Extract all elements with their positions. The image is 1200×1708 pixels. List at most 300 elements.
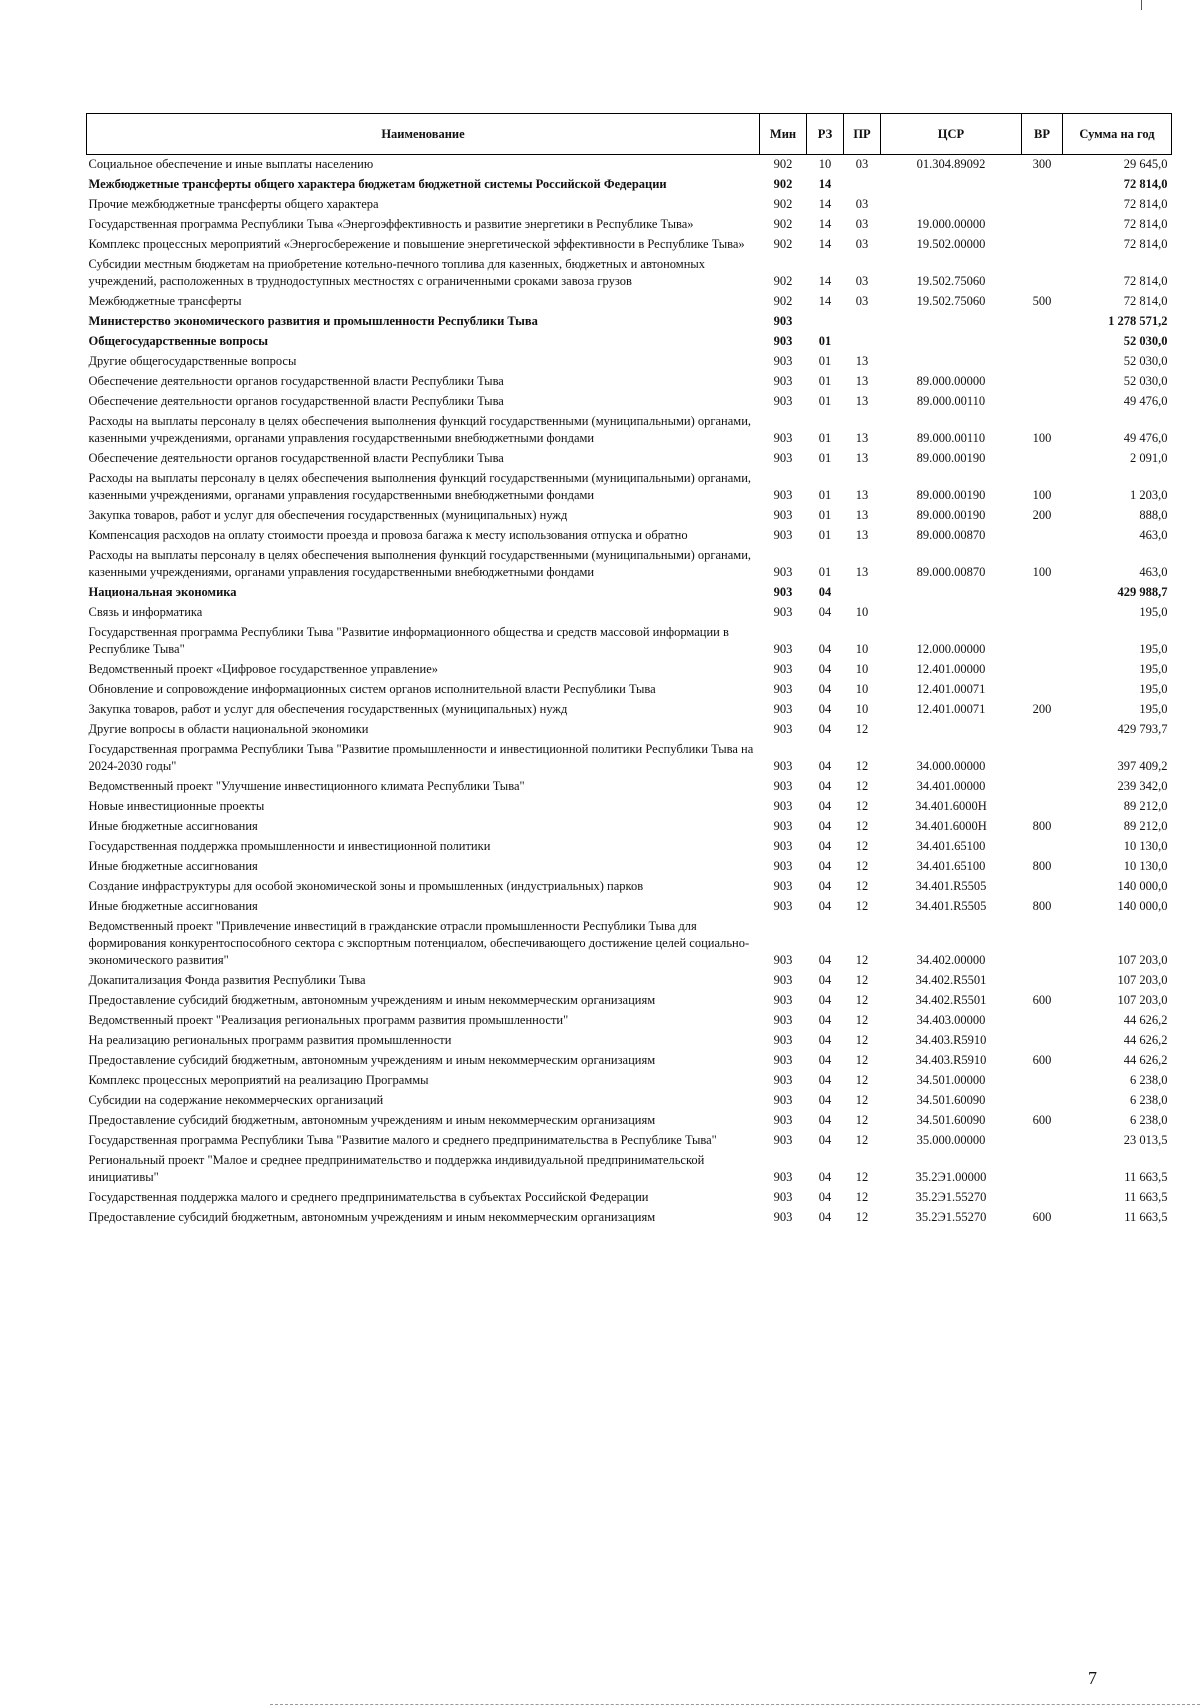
- cell-min: 903: [773, 451, 793, 465]
- cell-pr: 10: [855, 702, 869, 716]
- cell-min: 903: [773, 1190, 793, 1204]
- table-row: [87, 449, 1172, 469]
- cell-csr: [881, 583, 1022, 603]
- cell-min: 902: [773, 177, 793, 191]
- cell-csr: 89.000.00870: [916, 528, 986, 542]
- cell-csr: 34.501.00000: [916, 1073, 986, 1087]
- cell-rz: 01: [818, 565, 832, 579]
- table-row: [87, 877, 1172, 897]
- cell-min: 902: [773, 157, 793, 171]
- cell-vr: 100: [1032, 431, 1052, 445]
- cell-name: Создание инфраструктуры для особой экономической зоны и промышленных (индустриальных) парков: [88, 879, 644, 893]
- cell-pr: 12: [855, 879, 869, 893]
- cell-rz: 04: [818, 1033, 832, 1047]
- cell-min: 903: [773, 779, 793, 793]
- cell-name: Предоставление субсидий бюджетным, автономным учреждениям и иным некоммерческим организациям: [88, 1113, 656, 1127]
- cell-vr: [1022, 526, 1063, 546]
- cell-csr: [881, 175, 1022, 195]
- cell-csr: 35.2Э1.00000: [915, 1170, 987, 1184]
- cell-vr: 600: [1032, 1053, 1052, 1067]
- cell-csr: 34.401.00000: [916, 779, 986, 793]
- cell-pr: 13: [855, 565, 869, 579]
- table-row: [87, 1151, 1172, 1188]
- table-row: [87, 583, 1172, 603]
- cell-min: 903: [773, 879, 793, 893]
- cell-sum: 72 814,0: [1123, 217, 1168, 231]
- cell-name: Новые инвестиционные проекты: [88, 799, 265, 813]
- cell-csr: 89.000.00190: [916, 451, 986, 465]
- cell-sum: 10 130,0: [1123, 839, 1168, 853]
- cell-sum: 23 013,5: [1123, 1133, 1168, 1147]
- cell-rz: 04: [818, 605, 832, 619]
- cell-csr: [881, 312, 1022, 332]
- cell-min: 903: [773, 722, 793, 736]
- table-row: [87, 897, 1172, 917]
- cell-rz: 10: [818, 157, 832, 171]
- cell-min: 903: [773, 859, 793, 873]
- cell-pr: 03: [855, 274, 869, 288]
- cell-pr: 12: [855, 1033, 869, 1047]
- table-row: [87, 817, 1172, 837]
- cell-pr: 13: [855, 374, 869, 388]
- cell-vr: [1022, 837, 1063, 857]
- table-row: [87, 660, 1172, 680]
- table-row: [87, 392, 1172, 412]
- cell-vr: 100: [1032, 488, 1052, 502]
- header-min: Мин: [760, 114, 807, 155]
- cell-sum: 6 238,0: [1130, 1073, 1168, 1087]
- cell-rz: 01: [818, 354, 832, 368]
- cell-csr: 35.000.00000: [916, 1133, 986, 1147]
- cell-pr: 13: [855, 528, 869, 542]
- cell-vr: 200: [1032, 702, 1052, 716]
- cell-min: 903: [773, 354, 793, 368]
- cell-sum: 29 645,0: [1123, 157, 1168, 171]
- cell-min: 903: [773, 1210, 793, 1224]
- cell-pr: 12: [855, 993, 869, 1007]
- cell-csr: 89.000.00110: [916, 394, 986, 408]
- cell-rz: 04: [818, 1053, 832, 1067]
- cell-sum: 52 030,0: [1123, 374, 1168, 388]
- cell-vr: [1022, 623, 1063, 660]
- cell-name: Иные бюджетные ассигнования: [88, 859, 258, 873]
- cell-pr: [844, 332, 881, 352]
- cell-vr: 800: [1032, 819, 1052, 833]
- table-row: [87, 1031, 1172, 1051]
- cell-min: 903: [773, 819, 793, 833]
- cell-sum: 72 814,0: [1123, 237, 1168, 251]
- cell-vr: [1022, 1188, 1063, 1208]
- cell-name: Предоставление субсидий бюджетным, автономным учреждениям и иным некоммерческим организациям: [88, 993, 656, 1007]
- cell-rz: [807, 312, 844, 332]
- cell-vr: 800: [1032, 899, 1052, 913]
- cell-name: Комплекс процессных мероприятий на реализацию Программы: [88, 1073, 429, 1087]
- cell-name: Государственная программа Республики Тыва "Развитие малого и среднего предпринимательства в Республике Тыва": [88, 1133, 717, 1147]
- cell-rz: 04: [818, 973, 832, 987]
- cell-csr: 34.403.00000: [916, 1013, 986, 1027]
- cell-min: 903: [773, 605, 793, 619]
- cell-sum: 72 814,0: [1123, 294, 1168, 308]
- cell-csr: 19.502.00000: [916, 237, 986, 251]
- cell-name: Государственная программа Республики Тыва "Развитие информационного общества и средств массовой информации в Республике Тыва": [88, 625, 729, 656]
- header-name: Наименование: [87, 114, 760, 155]
- cell-csr: 19.502.75060: [916, 294, 986, 308]
- cell-vr: 100: [1032, 565, 1052, 579]
- cell-name: Иные бюджетные ассигнования: [88, 899, 258, 913]
- cell-rz: 01: [818, 451, 832, 465]
- cell-sum: 2 091,0: [1130, 451, 1168, 465]
- cell-min: 903: [773, 528, 793, 542]
- cell-name: Ведомственный проект «Цифровое государственное управление»: [88, 662, 438, 676]
- cell-name: Связь и информатика: [88, 605, 203, 619]
- cell-pr: 12: [855, 1013, 869, 1027]
- cell-rz: 04: [818, 702, 832, 716]
- table-row: [87, 292, 1172, 312]
- cell-min: 903: [773, 374, 793, 388]
- cell-pr: 12: [855, 1133, 869, 1147]
- cell-csr: 34.403.R5910: [915, 1033, 987, 1047]
- cell-min: 903: [773, 1073, 793, 1087]
- cell-pr: 12: [855, 1113, 869, 1127]
- cell-sum: 107 203,0: [1117, 993, 1168, 1007]
- cell-vr: 600: [1032, 993, 1052, 1007]
- cell-vr: [1022, 449, 1063, 469]
- cell-pr: 12: [855, 1210, 869, 1224]
- cell-sum: 49 476,0: [1123, 431, 1168, 445]
- table-row: [87, 175, 1172, 195]
- cell-sum: 1 278 571,2: [1108, 314, 1168, 328]
- cell-csr: 34.402.R5501: [915, 993, 987, 1007]
- cell-sum: 11 663,5: [1124, 1210, 1168, 1224]
- cell-name: Обеспечение деятельности органов государственной власти Республики Тыва: [88, 374, 504, 388]
- cell-name: Предоставление субсидий бюджетным, автономным учреждениям и иным некоммерческим организациям: [88, 1053, 656, 1067]
- cell-name: Закупка товаров, работ и услуг для обеспечения государственных (муниципальных) нужд: [88, 702, 568, 716]
- cell-pr: 13: [855, 508, 869, 522]
- cell-vr: 600: [1032, 1113, 1052, 1127]
- cell-pr: 10: [855, 642, 869, 656]
- cell-name: Комплекс процессных мероприятий «Энергосбережение и повышение энергетической эффективности в Республике Тыва»: [88, 237, 745, 251]
- cell-min: 903: [773, 899, 793, 913]
- cell-min: 903: [773, 1133, 793, 1147]
- cell-vr: [1022, 392, 1063, 412]
- cell-pr: 12: [855, 722, 869, 736]
- header-pr: ПР: [844, 114, 881, 155]
- cell-vr: [1022, 720, 1063, 740]
- table-row: [87, 506, 1172, 526]
- cell-vr: [1022, 332, 1063, 352]
- cell-min: 903: [773, 993, 793, 1007]
- cell-vr: [1022, 917, 1063, 971]
- cell-min: 903: [773, 642, 793, 656]
- cell-sum: 1 203,0: [1130, 488, 1168, 502]
- header-sum: Сумма на год: [1063, 114, 1172, 155]
- cell-name: Министерство экономического развития и промышленности Республики Тыва: [88, 314, 538, 328]
- cell-name: Расходы на выплаты персоналу в целях обеспечения выполнения функций государственными (муниципальными) органами, казенными учреждениями, органами управления государственными внебюджетными фондами: [88, 471, 752, 502]
- cell-pr: 10: [855, 662, 869, 676]
- cell-pr: 13: [855, 354, 869, 368]
- table-row: [87, 1071, 1172, 1091]
- cell-vr: 200: [1032, 508, 1052, 522]
- cell-pr: 12: [855, 819, 869, 833]
- cell-rz: 14: [818, 274, 832, 288]
- cell-sum: 44 626,2: [1123, 1033, 1168, 1047]
- cell-rz: 01: [818, 508, 832, 522]
- scan-mark: [1141, 0, 1142, 10]
- cell-csr: 35.2Э1.55270: [915, 1210, 987, 1224]
- table-row: [87, 215, 1172, 235]
- cell-pr: 12: [855, 859, 869, 873]
- cell-name: Докапитализация Фонда развития Республики Тыва: [88, 973, 366, 987]
- cell-min: 903: [773, 799, 793, 813]
- cell-rz: 04: [818, 1013, 832, 1027]
- table-row: [87, 1188, 1172, 1208]
- cell-rz: 04: [818, 642, 832, 656]
- cell-csr: 12.000.00000: [916, 642, 986, 656]
- table-body: [87, 155, 1172, 1229]
- cell-name: Ведомственный проект "Привлечение инвестиций в гражданские отрасли промышленности Республики Тыва для формирования конкурентоспособного сектора с экспортным потенциалом, обеспечивающего достижение целей социально-экономического развития": [88, 919, 750, 967]
- cell-pr: 12: [855, 759, 869, 773]
- cell-vr: 300: [1032, 157, 1052, 171]
- cell-vr: [1022, 1011, 1063, 1031]
- cell-name: Социальное обеспечение и иные выплаты населению: [88, 157, 374, 171]
- header-vr: ВР: [1022, 114, 1063, 155]
- budget-table-container: [86, 113, 1171, 1228]
- cell-name: Государственная программа Республики Тыва "Развитие промышленности и инвестиционной политики Республики Тыва на 2024-2030 годы": [88, 742, 754, 773]
- cell-vr: [1022, 255, 1063, 292]
- cell-sum: 195,0: [1139, 662, 1168, 676]
- cell-vr: [1022, 797, 1063, 817]
- cell-name: Межбюджетные трансферты: [88, 294, 242, 308]
- cell-csr: 89.000.00190: [916, 508, 986, 522]
- cell-name: Региональный проект "Малое и среднее предпринимательство и поддержка индивидуальной предпринимательской инициативы": [88, 1153, 705, 1184]
- cell-rz: 04: [818, 993, 832, 1007]
- cell-csr: 01.304.89092: [916, 157, 986, 171]
- cell-sum: 429 988,7: [1117, 585, 1168, 599]
- cell-sum: 6 238,0: [1130, 1113, 1168, 1127]
- cell-min: 903: [773, 334, 793, 348]
- header-rz: РЗ: [807, 114, 844, 155]
- cell-rz: 01: [818, 334, 832, 348]
- table-row: [87, 332, 1172, 352]
- cell-csr: 12.401.00071: [916, 682, 986, 696]
- cell-csr: [881, 195, 1022, 215]
- cell-sum: 72 814,0: [1123, 197, 1168, 211]
- cell-min: 903: [773, 565, 793, 579]
- cell-sum: 89 212,0: [1123, 819, 1168, 833]
- cell-vr: [1022, 603, 1063, 623]
- cell-csr: 89.000.00190: [916, 488, 986, 502]
- cell-csr: 12.401.00000: [916, 662, 986, 676]
- cell-csr: [881, 603, 1022, 623]
- cell-vr: [1022, 352, 1063, 372]
- cell-pr: 10: [855, 605, 869, 619]
- cell-csr: 34.401.R5505: [915, 879, 987, 893]
- cell-sum: 195,0: [1139, 642, 1168, 656]
- cell-vr: [1022, 777, 1063, 797]
- cell-csr: 19.502.75060: [916, 274, 986, 288]
- cell-vr: [1022, 175, 1063, 195]
- cell-rz: 04: [818, 662, 832, 676]
- cell-min: 903: [773, 1033, 793, 1047]
- cell-rz: 04: [818, 759, 832, 773]
- cell-pr: 12: [855, 1093, 869, 1107]
- cell-sum: 429 793,7: [1117, 722, 1168, 736]
- cell-rz: 04: [818, 799, 832, 813]
- cell-csr: 34.000.00000: [916, 759, 986, 773]
- cell-rz: 04: [818, 1170, 832, 1184]
- cell-min: 903: [773, 314, 793, 328]
- cell-vr: [1022, 1091, 1063, 1111]
- table-row: [87, 680, 1172, 700]
- cell-name: Государственная поддержка малого и среднего предпринимательства в субъектах Российской Федерации: [88, 1190, 649, 1204]
- cell-rz: 04: [818, 1113, 832, 1127]
- cell-vr: [1022, 583, 1063, 603]
- cell-rz: 14: [818, 177, 832, 191]
- scan-edge: [270, 1704, 1200, 1706]
- cell-csr: 34.402.00000: [916, 953, 986, 967]
- cell-rz: 01: [818, 528, 832, 542]
- table-header: [87, 114, 1172, 155]
- cell-rz: 01: [818, 431, 832, 445]
- cell-min: 903: [773, 1013, 793, 1027]
- cell-rz: 01: [818, 488, 832, 502]
- cell-name: Общегосударственные вопросы: [88, 334, 269, 348]
- cell-name: Закупка товаров, работ и услуг для обеспечения государственных (муниципальных) нужд: [88, 508, 568, 522]
- cell-vr: 800: [1032, 859, 1052, 873]
- cell-name: Другие вопросы в области национальной экономики: [88, 722, 369, 736]
- cell-min: 902: [773, 294, 793, 308]
- cell-min: 903: [773, 702, 793, 716]
- cell-name: На реализацию региональных программ развития промышленности: [88, 1033, 452, 1047]
- cell-csr: 34.401.6000Н: [915, 819, 987, 833]
- cell-rz: 04: [818, 899, 832, 913]
- cell-min: 903: [773, 682, 793, 696]
- cell-name: Другие общегосударственные вопросы: [88, 354, 297, 368]
- cell-sum: 107 203,0: [1117, 953, 1168, 967]
- cell-csr: 34.402.R5501: [915, 973, 987, 987]
- cell-vr: [1022, 877, 1063, 897]
- table-row: [87, 700, 1172, 720]
- budget-table: [86, 113, 1172, 1228]
- cell-csr: 89.000.00000: [916, 374, 986, 388]
- cell-min: 903: [773, 1093, 793, 1107]
- table-row: [87, 1051, 1172, 1071]
- table-row: [87, 312, 1172, 332]
- table-row: [87, 255, 1172, 292]
- table-row: [87, 1208, 1172, 1228]
- cell-vr: [1022, 740, 1063, 777]
- cell-name: Обновление и сопровождение информационных систем органов исполнительной власти Республики Тыва: [88, 682, 656, 696]
- cell-pr: 13: [855, 394, 869, 408]
- cell-min: 903: [773, 662, 793, 676]
- table-row: [87, 837, 1172, 857]
- cell-pr: 12: [855, 799, 869, 813]
- cell-min: 903: [773, 1113, 793, 1127]
- cell-pr: 12: [855, 839, 869, 853]
- cell-name: Ведомственный проект "Реализация региональных программ развития промышленности": [88, 1013, 569, 1027]
- cell-vr: [1022, 660, 1063, 680]
- table-row: [87, 797, 1172, 817]
- cell-pr: 12: [855, 953, 869, 967]
- cell-sum: 11 663,5: [1124, 1190, 1168, 1204]
- cell-name: Иные бюджетные ассигнования: [88, 819, 258, 833]
- cell-rz: 04: [818, 585, 832, 599]
- cell-vr: [1022, 1131, 1063, 1151]
- cell-pr: 12: [855, 779, 869, 793]
- cell-pr: 03: [855, 237, 869, 251]
- cell-vr: 600: [1032, 1210, 1052, 1224]
- cell-rz: 04: [818, 1133, 832, 1147]
- cell-sum: 140 000,0: [1117, 879, 1168, 893]
- table-row: [87, 971, 1172, 991]
- cell-vr: [1022, 235, 1063, 255]
- cell-rz: 04: [818, 953, 832, 967]
- cell-name: Предоставление субсидий бюджетным, автономным учреждениям и иным некоммерческим организациям: [88, 1210, 656, 1224]
- cell-csr: [881, 352, 1022, 372]
- cell-sum: 72 814,0: [1123, 177, 1168, 191]
- cell-csr: 34.401.65100: [916, 859, 986, 873]
- table-row: [87, 991, 1172, 1011]
- cell-csr: 34.501.60090: [916, 1113, 986, 1127]
- cell-vr: [1022, 971, 1063, 991]
- cell-csr: 12.401.00071: [916, 702, 986, 716]
- cell-pr: 03: [855, 197, 869, 211]
- cell-pr: 12: [855, 1053, 869, 1067]
- cell-vr: [1022, 215, 1063, 235]
- table-row: [87, 1011, 1172, 1031]
- table-row: [87, 195, 1172, 215]
- cell-vr: [1022, 1071, 1063, 1091]
- cell-rz: 14: [818, 294, 832, 308]
- cell-sum: 44 626,2: [1123, 1013, 1168, 1027]
- cell-name: Государственная программа Республики Тыва «Энергоэффективность и развитие энергетики в Республике Тыва»: [88, 217, 694, 231]
- cell-rz: 14: [818, 197, 832, 211]
- cell-pr: 12: [855, 1170, 869, 1184]
- table-row: [87, 155, 1172, 176]
- cell-sum: 195,0: [1139, 702, 1168, 716]
- cell-min: 903: [773, 973, 793, 987]
- cell-sum: 397 409,2: [1117, 759, 1168, 773]
- table-row: [87, 777, 1172, 797]
- cell-sum: 888,0: [1139, 508, 1168, 522]
- cell-rz: 04: [818, 1210, 832, 1224]
- cell-csr: 89.000.00870: [916, 565, 986, 579]
- table-row: [87, 1091, 1172, 1111]
- cell-sum: 239 342,0: [1117, 779, 1168, 793]
- cell-name: Национальная экономика: [88, 585, 237, 599]
- cell-pr: 12: [855, 1073, 869, 1087]
- table-row: [87, 917, 1172, 971]
- cell-min: 903: [773, 1170, 793, 1184]
- table-row: [87, 526, 1172, 546]
- cell-min: 902: [773, 217, 793, 231]
- cell-name: Расходы на выплаты персоналу в целях обеспечения выполнения функций государственными (муниципальными) органами, казенными учреждениями, органами управления государственными внебюджетными фондами: [88, 548, 752, 579]
- cell-pr: 03: [855, 217, 869, 231]
- cell-pr: 12: [855, 973, 869, 987]
- cell-min: 902: [773, 197, 793, 211]
- cell-sum: 195,0: [1139, 605, 1168, 619]
- cell-min: 902: [773, 237, 793, 251]
- cell-sum: 52 030,0: [1123, 334, 1168, 348]
- cell-rz: 14: [818, 237, 832, 251]
- cell-min: 903: [773, 839, 793, 853]
- table-row: [87, 740, 1172, 777]
- table-row: [87, 1131, 1172, 1151]
- cell-min: 903: [773, 585, 793, 599]
- cell-pr: [844, 312, 881, 332]
- cell-rz: 04: [818, 1190, 832, 1204]
- cell-sum: 72 814,0: [1123, 274, 1168, 288]
